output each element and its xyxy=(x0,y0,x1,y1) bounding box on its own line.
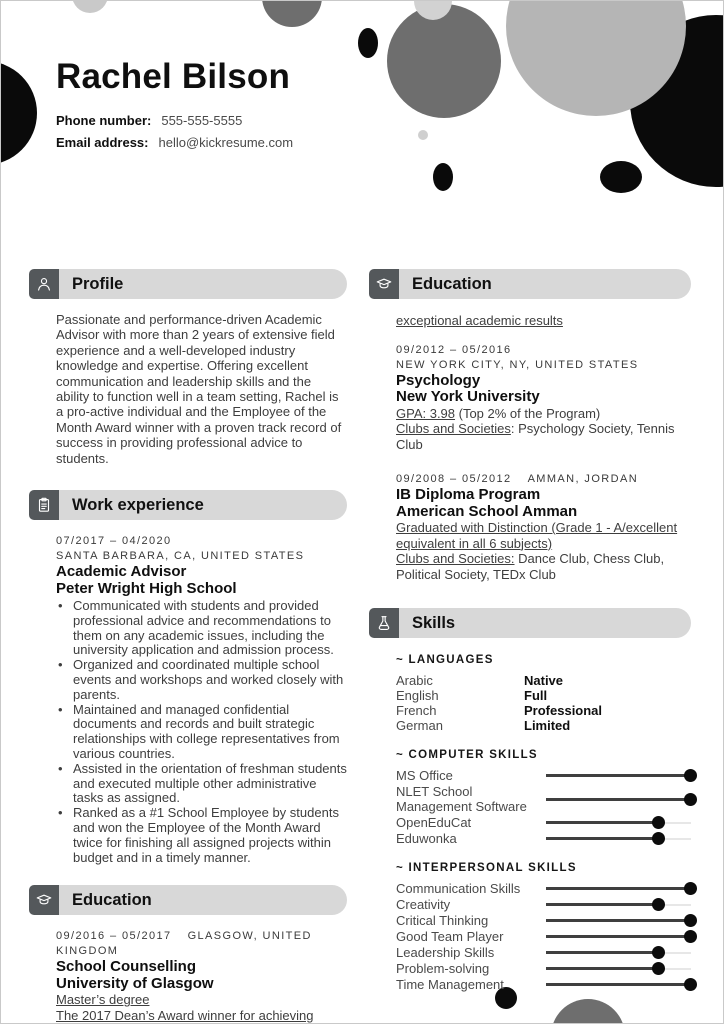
skill-label: MS Office xyxy=(396,768,453,783)
decorative-circle xyxy=(600,161,642,193)
phone-value: 555-555-5555 xyxy=(161,113,243,128)
skill-slider xyxy=(546,946,691,959)
slider-fill xyxy=(546,919,691,922)
academic-results-link[interactable]: exceptional academic results xyxy=(396,313,563,328)
slider-handle xyxy=(652,962,665,975)
section-header-education-right xyxy=(369,269,691,299)
education-dates: 09/2012 – 05/2016 xyxy=(396,343,512,356)
section-header-profile xyxy=(29,269,347,299)
skill-label: NLET School Management Software xyxy=(396,784,527,814)
language-row xyxy=(396,688,691,703)
language-name: German xyxy=(396,718,443,733)
skill-row xyxy=(396,977,691,992)
decorative-circle xyxy=(72,0,108,13)
graduation-cap-icon xyxy=(369,269,399,299)
education-degree: IB Diploma Program xyxy=(396,486,541,503)
education-dates: 09/2008 – 05/2012 xyxy=(396,473,512,485)
education-dates: 09/2016 – 05/2017 xyxy=(56,930,172,943)
work-bullet: • Communicated with students and provided professional advice and recommendations to them on any academic issues, including the university application and admission process. xyxy=(56,599,347,658)
skill-slider xyxy=(546,832,691,845)
section-title-education-left: Education xyxy=(59,885,347,915)
work-company: Peter Wright High School xyxy=(56,579,237,597)
decorative-circle xyxy=(418,130,428,140)
work-bullet: • Assisted in the orientation of freshman students and executed multiple other administrative tasks as assigned. xyxy=(56,762,347,806)
work-bullet: • Maintained and managed confidential documents and records and built strategic relationships with college representatives from various countries. xyxy=(56,703,347,762)
slider-handle xyxy=(684,930,697,943)
education-degree: School Counselling xyxy=(56,958,197,976)
education-dates-location xyxy=(396,472,691,487)
education-location: AMMAN, JORDAN xyxy=(527,473,639,485)
decorative-circle xyxy=(387,4,501,118)
skill-label: Problem-solving xyxy=(396,961,490,976)
slider-handle xyxy=(684,978,697,991)
email-label: Email address: xyxy=(56,135,149,150)
education-location: NEW YORK CITY, NY, UNITED STATES xyxy=(396,358,639,371)
person-icon xyxy=(29,269,59,299)
clipboard-icon xyxy=(29,490,59,520)
skill-row xyxy=(396,815,691,830)
skill-slider xyxy=(546,962,691,975)
work-role: Academic Advisor xyxy=(56,563,187,581)
education-school: New York University xyxy=(396,388,540,405)
language-name: Arabic xyxy=(396,673,433,688)
masters-degree-link[interactable]: Master’s degree xyxy=(56,992,150,1008)
work-entry xyxy=(56,534,347,865)
right-column xyxy=(369,269,691,993)
email-value: hello@kickresume.com xyxy=(158,135,294,150)
education-entry xyxy=(396,343,691,453)
section-header-education-left xyxy=(29,885,347,915)
skill-label: OpenEduCat xyxy=(396,815,472,830)
clubs-link[interactable]: Clubs and Societies xyxy=(396,421,511,436)
skill-row xyxy=(396,784,691,814)
section-title-work-experience: Work experience xyxy=(59,490,347,520)
email-row xyxy=(56,135,293,150)
slider-fill xyxy=(546,935,691,938)
skill-row xyxy=(396,945,691,960)
education-degree: Psychology xyxy=(396,371,481,389)
section-title-skills: Skills xyxy=(399,608,691,638)
skill-slider xyxy=(546,914,691,927)
slider-handle xyxy=(684,793,697,806)
skill-slider xyxy=(546,816,691,829)
skill-slider xyxy=(546,882,691,895)
decorative-circle xyxy=(358,28,378,58)
skill-label: Eduwonka xyxy=(396,831,457,846)
decorative-circle xyxy=(0,61,37,165)
skill-label: Communication Skills xyxy=(396,881,521,896)
left-column xyxy=(29,269,347,1023)
work-location: SANTA BARBARA, CA, UNITED STATES xyxy=(56,550,305,563)
language-row xyxy=(396,718,691,733)
languages-group xyxy=(396,654,691,733)
slider-fill xyxy=(546,983,691,986)
skill-row xyxy=(396,897,691,912)
slider-fill xyxy=(546,951,659,954)
slider-handle xyxy=(684,914,697,927)
work-bullets xyxy=(56,599,347,865)
skill-row xyxy=(396,913,691,928)
phone-row xyxy=(56,113,293,128)
skill-row xyxy=(396,768,691,783)
clubs-rest: Dance Club, Chess Club, Political Society, TEDx Club xyxy=(396,551,665,582)
slider-fill xyxy=(546,798,691,801)
slider-handle xyxy=(652,946,665,959)
skill-row xyxy=(396,961,691,976)
skill-slider xyxy=(546,930,691,943)
interpersonal-skills-heading: ~ INTERPERSONAL SKILLS xyxy=(396,862,577,874)
slider-handle xyxy=(684,882,697,895)
decorative-circle xyxy=(551,999,625,1024)
slider-handle xyxy=(684,769,697,782)
education-school: American School Amman xyxy=(396,502,578,520)
education-location: GLASGOW, UNITED KINGDOM xyxy=(56,930,312,958)
work-dates: 07/2017 – 04/2020 xyxy=(56,535,172,548)
skill-label: Leadership Skills xyxy=(396,945,495,960)
education-entry xyxy=(56,929,347,1023)
slider-handle xyxy=(652,832,665,845)
decorative-circle xyxy=(262,0,322,27)
profile-summary: Passionate and performance-driven Academic Advisor with more than 2 years of extensive field experience and a well-developed industry knowledge and expertise. Offering excellent communication and leadership skills and the ability to function well in a team setting, Rachel is a pro-active individual and the Employee of the Month Award winner with a proven track record of success in providing professional advice to students. xyxy=(56,312,342,466)
flask-icon xyxy=(369,608,399,638)
distinction-link[interactable]: Graduated with Distinction (Grade 1 - A/excellent equivalent in all 6 subjects) xyxy=(396,520,678,551)
slider-fill xyxy=(546,837,659,840)
slider-handle xyxy=(652,898,665,911)
page-title: Rachel Bilson xyxy=(56,57,291,96)
skill-slider xyxy=(546,898,691,911)
skill-label: Creativity xyxy=(396,897,451,912)
language-row xyxy=(396,703,691,718)
education-entry xyxy=(396,472,691,582)
clubs-rest: : Psychology Society, Tennis Club xyxy=(396,421,675,452)
gpa-link[interactable]: GPA: 3.98 xyxy=(396,405,456,421)
language-name: French xyxy=(396,703,437,718)
skill-slider xyxy=(546,978,691,991)
education-dates-location xyxy=(56,929,347,959)
slider-fill xyxy=(546,821,659,824)
work-bullet: • Organized and coordinated multiple school events and workshops and worked closely with parents. xyxy=(56,658,347,702)
gpa-rest: (Top 2% of the Program) xyxy=(455,405,601,421)
work-bullet: • Ranked as a #1 School Employee by students and won the Employee of the Month Award twice for finishing all assigned projects within budget and in a timely manner. xyxy=(56,806,347,865)
slider-handle xyxy=(652,816,665,829)
computer-skills-group xyxy=(396,749,691,846)
language-level: Limited xyxy=(524,718,571,733)
language-level: Full xyxy=(524,688,548,703)
section-title-profile: Profile xyxy=(59,269,347,299)
language-row xyxy=(396,673,691,688)
language-level: Professional xyxy=(524,703,603,718)
skill-slider xyxy=(546,769,691,782)
education-school: University of Glasgow xyxy=(56,974,214,992)
graduation-cap-icon xyxy=(29,885,59,915)
slider-fill xyxy=(546,903,659,906)
language-name: English xyxy=(396,688,439,703)
section-header-work-experience xyxy=(29,490,347,520)
slider-fill xyxy=(546,774,691,777)
phone-label: Phone number: xyxy=(56,113,152,128)
interpersonal-skills-group xyxy=(396,862,691,992)
deans-award-link[interactable]: The 2017 Dean’s Award winner for achieving xyxy=(56,1007,314,1023)
skill-label: Critical Thinking xyxy=(396,913,489,928)
language-level: Native xyxy=(524,673,564,688)
skill-row xyxy=(396,881,691,896)
computer-skills-heading: ~ COMPUTER SKILLS xyxy=(396,749,538,761)
skill-label: Good Team Player xyxy=(396,929,504,944)
skill-slider xyxy=(546,793,691,806)
decorative-circle xyxy=(433,163,453,191)
skill-label: Time Management xyxy=(396,977,504,992)
skill-row xyxy=(396,929,691,944)
slider-fill xyxy=(546,887,691,890)
languages-heading: ~ LANGUAGES xyxy=(396,654,494,666)
slider-fill xyxy=(546,967,659,970)
skill-row xyxy=(396,831,691,846)
clubs-link[interactable]: Clubs and Societies: xyxy=(396,551,515,566)
contact-block xyxy=(56,113,293,157)
section-title-education-right: Education xyxy=(399,269,691,299)
section-header-skills xyxy=(369,608,691,638)
